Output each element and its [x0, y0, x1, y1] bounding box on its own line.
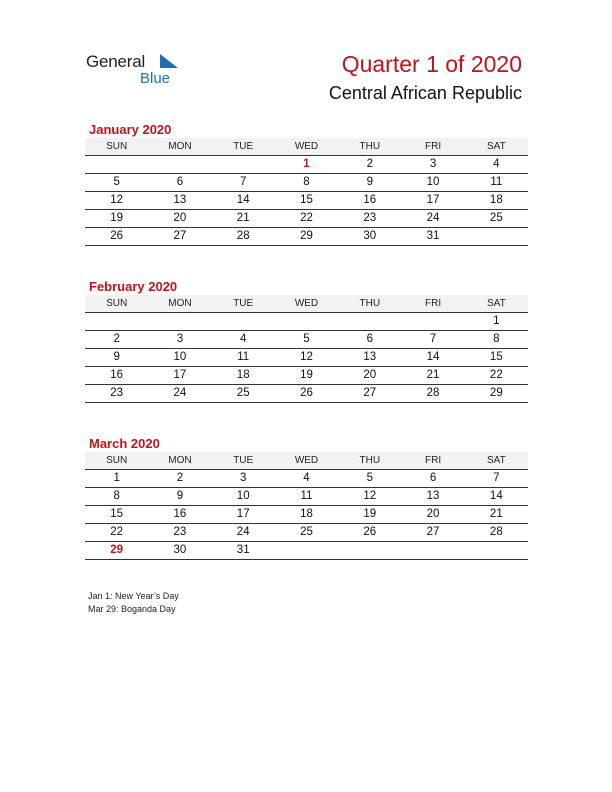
date-cell: 16: [173, 508, 187, 520]
logo-blue-text: Blue: [140, 70, 171, 87]
date-cell: 12: [110, 194, 124, 206]
week-row: [85, 313, 528, 331]
holiday-note: Mar 29: Boganda Day: [88, 604, 176, 614]
week-row: [85, 470, 528, 488]
date-cell: [275, 542, 338, 559]
weekday-header: FRI: [424, 455, 442, 466]
date-cell: 4: [493, 158, 500, 170]
date-cell: [148, 156, 211, 173]
weekday-header: SUN: [106, 141, 128, 152]
date-cell: 20: [426, 508, 440, 520]
date-cell: 24: [426, 212, 440, 224]
date-cell: [338, 313, 401, 330]
date-cell: 22: [489, 369, 503, 381]
weekday-header: WED: [294, 455, 319, 466]
holiday-note: Jan 1: New Year’s Day: [88, 591, 179, 601]
date-cell: 15: [489, 351, 503, 363]
date-cell: 11: [300, 490, 313, 502]
date-cell: 8: [493, 333, 500, 345]
date-cell: 18: [236, 369, 250, 381]
date-cell: 1: [113, 472, 120, 484]
week-row: [85, 228, 528, 246]
date-cell: 30: [363, 230, 377, 242]
date-cell: 2: [176, 472, 184, 484]
date-cell: [338, 542, 401, 559]
date-cell: 23: [363, 212, 377, 224]
date-cell: 27: [363, 387, 377, 399]
weekday-header: THU: [359, 455, 381, 466]
weekday-header: SUN: [106, 455, 128, 466]
weekday-header: MON: [168, 141, 192, 152]
weekday-header: WED: [294, 298, 319, 309]
date-cell: 20: [173, 212, 187, 224]
date-cell: 21: [236, 212, 250, 224]
date-cell: 27: [426, 526, 440, 538]
date-cell: 7: [493, 472, 500, 484]
date-cell: 7: [240, 176, 247, 188]
date-cell: 26: [300, 387, 313, 399]
date-cell: 4: [240, 333, 247, 345]
date-cell: 30: [173, 544, 187, 556]
date-cell: 17: [236, 508, 250, 520]
date-cell: 10: [173, 351, 187, 363]
date-cell: 19: [300, 369, 313, 381]
date-cell: 13: [426, 490, 440, 502]
date-cell: [212, 313, 275, 330]
date-cell: 23: [173, 526, 187, 538]
date-cell: 8: [303, 176, 310, 188]
weekday-header: TUE: [233, 141, 254, 152]
logo-triangle-icon: [160, 54, 178, 70]
week-row: [85, 542, 528, 560]
month-title: January 2020: [89, 122, 172, 137]
date-cell: 14: [489, 490, 503, 502]
month-title: March 2020: [89, 436, 160, 451]
date-cell: 12: [363, 490, 377, 502]
date-cell: [148, 313, 211, 330]
week-row: [85, 367, 528, 385]
date-cell: 21: [426, 369, 440, 381]
date-cell: 14: [426, 351, 440, 363]
week-row: [85, 156, 528, 174]
date-cell: 2: [366, 158, 373, 170]
date-cell: 17: [173, 369, 187, 381]
date-cell: 11: [490, 176, 503, 188]
date-cell: 6: [429, 472, 437, 484]
date-cell: 1: [493, 315, 500, 327]
month-calendar-march: [85, 435, 528, 560]
date-cell: [85, 313, 148, 330]
date-cell: 18: [300, 508, 313, 520]
weekday-header: TUE: [233, 455, 254, 466]
date-cell: 28: [236, 230, 250, 242]
week-row: [85, 331, 528, 349]
date-cell: 10: [426, 176, 440, 188]
date-cell: [401, 313, 464, 330]
logo-general-text: General: [86, 52, 146, 71]
date-cell: 27: [173, 230, 187, 242]
week-row: [85, 174, 528, 192]
date-cell: [465, 228, 528, 245]
date-cell: 16: [110, 369, 124, 381]
date-cell: 19: [110, 212, 124, 224]
month-title: February 2020: [89, 279, 178, 294]
weekday-header: SAT: [486, 141, 506, 152]
weekday-header: MON: [168, 298, 192, 309]
generalblue-logo: [86, 52, 196, 92]
date-cell: 13: [173, 194, 187, 206]
date-cell: [401, 542, 464, 559]
date-cell: 24: [173, 387, 187, 399]
week-row: [85, 506, 528, 524]
date-cell: 31: [236, 544, 250, 556]
date-cell: [465, 542, 528, 559]
date-cell: 25: [300, 526, 313, 538]
month-calendar-february: [85, 278, 528, 403]
date-cell: 22: [300, 212, 313, 224]
month-calendar-january: [85, 121, 528, 246]
date-cell: 21: [489, 508, 503, 520]
date-cell: 6: [366, 333, 373, 345]
date-cell: 29: [300, 230, 313, 242]
weekday-header: TUE: [233, 298, 254, 309]
date-cell: 5: [303, 333, 310, 345]
weekday-header: THU: [359, 141, 381, 152]
weekday-header: SUN: [106, 298, 128, 309]
date-cell: 2: [113, 333, 120, 345]
holiday-notes: [88, 590, 179, 616]
date-cell: 28: [426, 387, 440, 399]
date-cell: [275, 313, 338, 330]
date-cell: 22: [110, 526, 124, 538]
date-cell: [212, 156, 275, 173]
holiday-date-cell: 1: [303, 158, 310, 170]
week-row: [85, 349, 528, 367]
date-cell: 24: [236, 526, 250, 538]
date-cell: 5: [113, 176, 120, 188]
date-cell: 13: [363, 351, 377, 363]
date-cell: 3: [429, 158, 437, 170]
date-cell: 8: [113, 490, 120, 502]
date-cell: 6: [176, 176, 184, 188]
date-cell: 29: [489, 387, 503, 399]
weekday-header: SAT: [486, 455, 506, 466]
weekday-header-row: [85, 138, 528, 156]
holiday-date-cell: 29: [110, 544, 124, 556]
date-cell: 17: [426, 194, 440, 206]
weekday-header-row: [85, 295, 528, 313]
date-cell: 3: [240, 472, 247, 484]
week-row: [85, 385, 528, 403]
date-cell: 9: [113, 351, 120, 363]
date-cell: 9: [366, 176, 373, 188]
date-cell: 28: [489, 526, 503, 538]
weekday-header: MON: [168, 455, 192, 466]
weekday-header-row: [85, 452, 528, 470]
date-cell: 31: [426, 230, 440, 242]
date-cell: 18: [489, 194, 503, 206]
date-cell: 15: [110, 508, 124, 520]
week-row: [85, 524, 528, 542]
weekday-header: FRI: [424, 298, 442, 309]
date-cell: 14: [236, 194, 250, 206]
weekday-header: SAT: [486, 298, 506, 309]
week-row: [85, 488, 528, 506]
date-cell: 9: [176, 490, 184, 502]
date-cell: 4: [303, 472, 310, 484]
date-cell: 26: [110, 230, 124, 242]
page-title: Quarter 1 of 2020: [341, 51, 522, 77]
weekday-header: FRI: [424, 141, 442, 152]
date-cell: 5: [366, 472, 373, 484]
date-cell: 25: [236, 387, 250, 399]
date-cell: 20: [363, 369, 377, 381]
week-row: [85, 210, 528, 228]
date-cell: 23: [110, 387, 124, 399]
date-cell: 26: [363, 526, 377, 538]
date-cell: 12: [300, 351, 313, 363]
date-cell: 25: [489, 212, 503, 224]
weekday-header: WED: [294, 141, 319, 152]
date-cell: [85, 156, 148, 173]
date-cell: 7: [429, 333, 437, 345]
date-cell: 10: [236, 490, 250, 502]
country-name: Central African Republic: [328, 83, 522, 103]
week-row: [85, 192, 528, 210]
date-cell: 19: [363, 508, 377, 520]
date-cell: 3: [176, 333, 184, 345]
date-cell: 11: [237, 351, 250, 363]
weekday-header: THU: [359, 298, 381, 309]
date-cell: 16: [363, 194, 377, 206]
date-cell: 15: [300, 194, 313, 206]
